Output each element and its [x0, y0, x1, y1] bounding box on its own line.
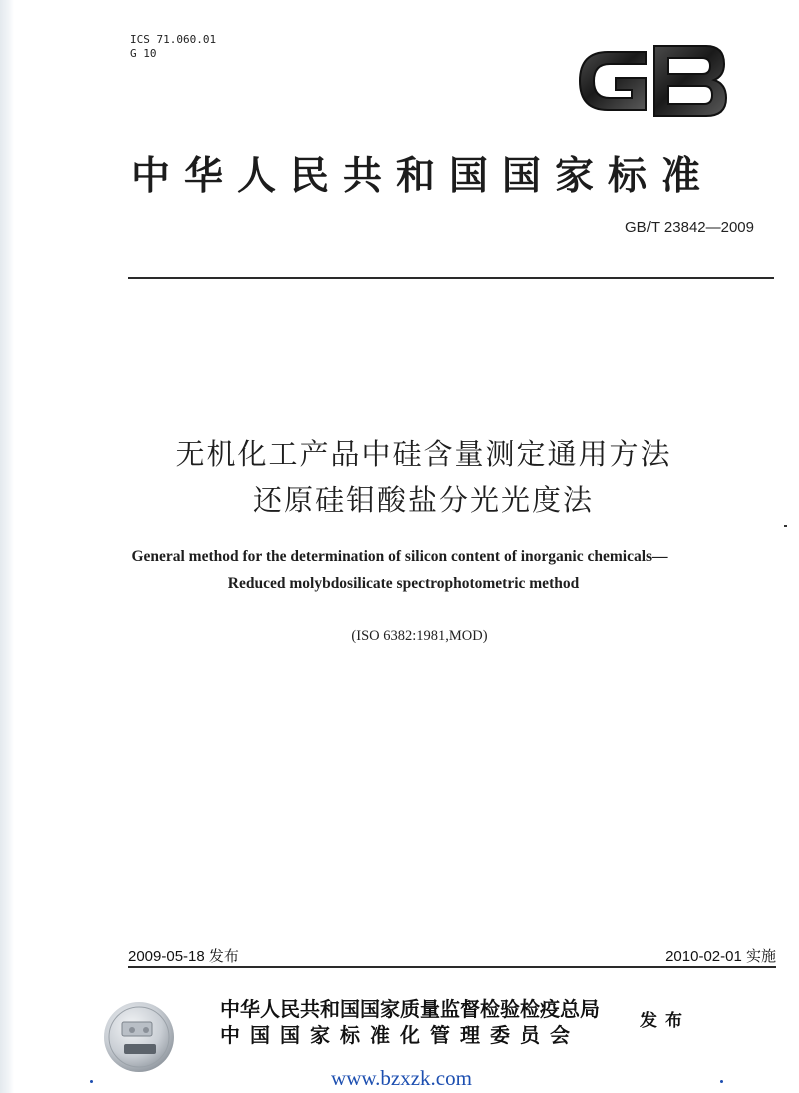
website-link[interactable]: www.bzxzk.com — [331, 1066, 472, 1090]
issue-date: 2009-05-18 发布 — [128, 948, 239, 965]
ics-code: ICS 71.060.01 — [130, 33, 217, 46]
footer-divider — [128, 966, 776, 968]
header-divider — [128, 277, 774, 279]
anti-counterfeit-seal-icon — [102, 1000, 176, 1074]
implementation-date: 2010-02-01 实施 — [665, 948, 776, 965]
ccs-code: G 10 — [130, 47, 157, 60]
gb-logo-icon — [574, 38, 730, 124]
title-cn-line2: 还原硅钼酸盐分光光度法 — [252, 483, 594, 517]
title-en-line2: Reduced molybdosilicate spectrophotometric method — [227, 575, 580, 592]
title-en-line1: General method for the determination of silicon content of inorganic chemicals— — [131, 548, 668, 565]
title-cn-line1: 无机化工产品中硅含量测定通用方法 — [175, 437, 672, 471]
iso-reference: (ISO 6382:1981,MOD) — [351, 628, 488, 644]
publisher-line1: 中华人民共和国国家质量监督检验检疫总局 — [220, 997, 600, 1021]
standard-number: GB/T 23842—2009 — [625, 219, 754, 236]
publish-label: 发布 — [640, 1011, 690, 1031]
margin-mark — [784, 525, 787, 527]
publisher-line2: 中国国家标准化管理委员会 — [220, 1023, 580, 1047]
footer-dot-right — [720, 1080, 723, 1083]
national-standard-title: 中华人民共和国国家标准 — [130, 153, 714, 199]
classification-codes — [130, 33, 216, 61]
